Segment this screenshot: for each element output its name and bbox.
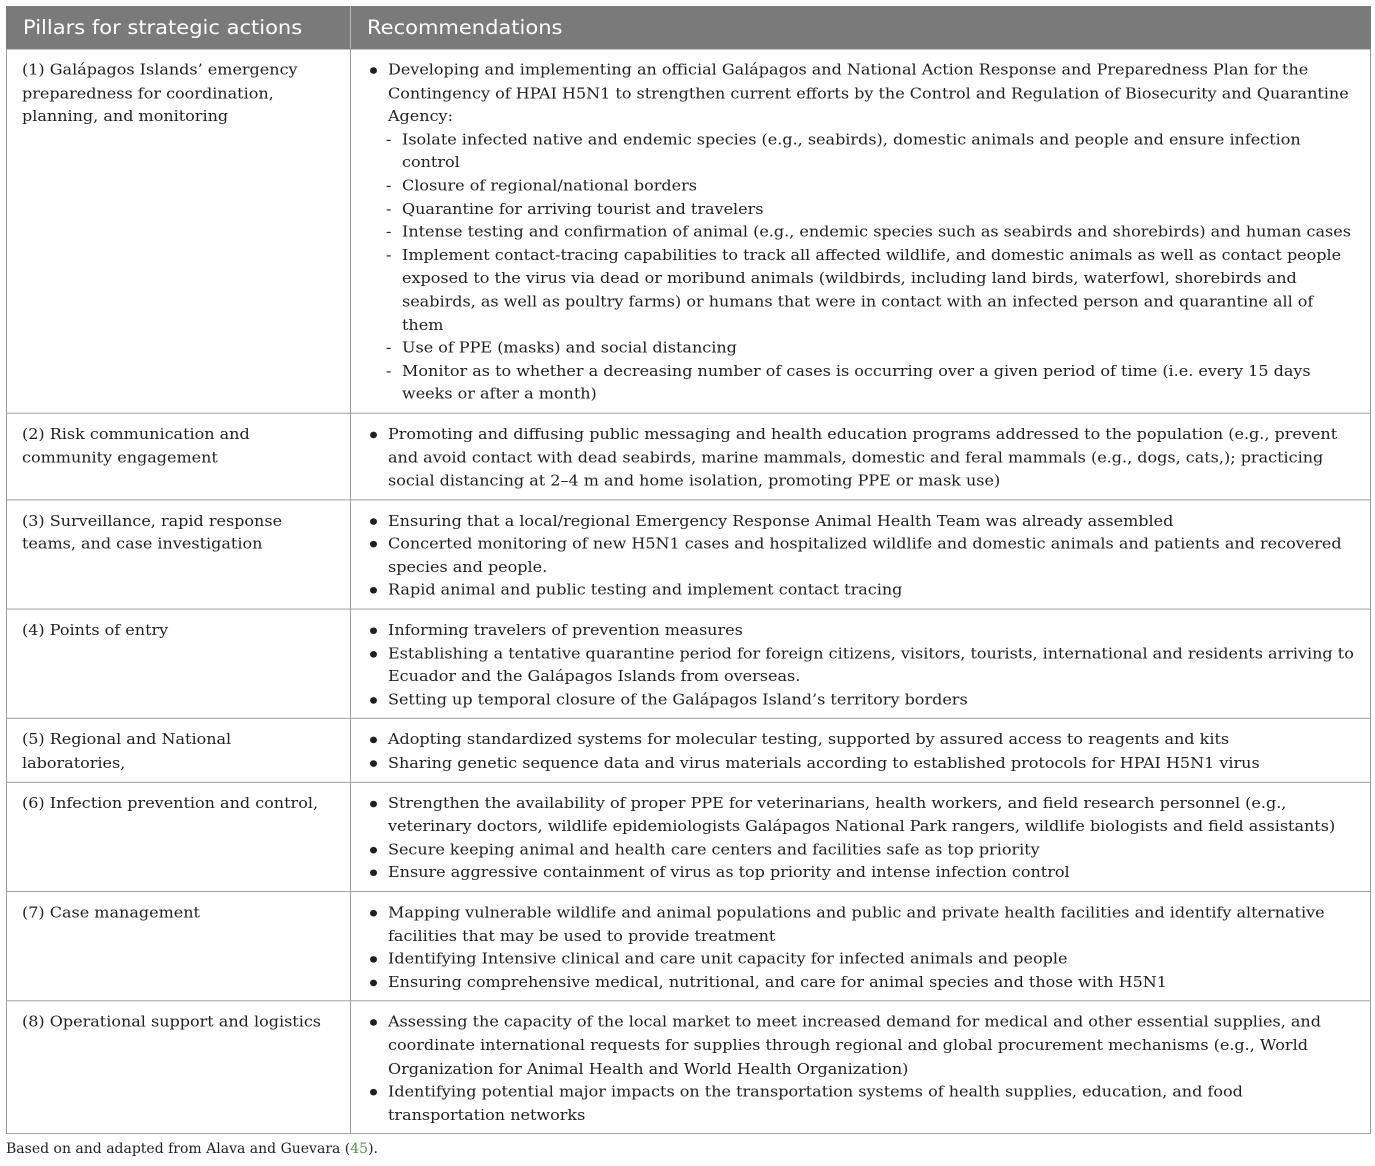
recommendation-list [367,59,1355,406]
table-row [7,892,1371,1002]
recommendation-item: Secure keeping animal and health care centers and facilities safe as top priority [367,838,1355,861]
recommendation-item: Strengthen the availability of proper PPE for veterinarians, health workers, and field research personnel (e.g., veterinary doctors, wildlife epidemiologists Galápagos National Park rangers, wildlife biologists and field assistants) [367,792,1355,838]
pillar-cell: (7) Case management [7,892,351,1002]
recommendations-cell [351,49,1371,413]
recommendation-list [367,1011,1355,1127]
header-recommendations: Recommendations [351,6,1371,48]
recommendation-item: Developing and implementing an official Galápagos and National Action Response and Preparedness Plan for the Contingency of HPAI H5N1 to strengthen current efforts by the Control and Regulation of Biosecurity and Quarantine Agency: [367,59,1355,128]
recommendation-item: Adopting standardized systems for molecular testing, supported by assured access to reagents and kits [367,729,1355,752]
table-row [7,609,1371,719]
sub-recommendation-item: - Closure of regional/national borders [367,175,1355,198]
sub-recommendation-item: - Monitor as to whether a decreasing number of cases is occurring over a given period of time (i.e. every 15 days weeks or after a month) [367,360,1355,406]
pillar-cell: (3) Surveillance, rapid response teams, and case investigation [7,500,351,610]
reference-link[interactable]: 45 [350,1141,369,1157]
table-row [7,500,1371,610]
recommendation-item: Ensuring comprehensive medical, nutritional, and care for animal species and those with H5N1 [367,971,1355,994]
table-row [7,1001,1371,1134]
header-row [7,6,1371,48]
recommendation-list [367,901,1355,994]
pillar-cell: (5) Regional and National laboratories, [7,719,351,782]
sub-recommendation-item: - Intense testing and confirmation of animal (e.g., endemic species such as seabirds and shorebirds) and human cases [367,221,1355,244]
pillar-cell: (2) Risk communication and community engagement [7,413,351,499]
pillar-cell: (6) Infection prevention and control, [7,782,351,892]
footnote-text: Based on and adapted from Alava and Guevara ( [6,1141,351,1157]
recommendation-item: Promoting and diffusing public messaging and health education programs addressed to the population (e.g., prevent and avoid contact with dead seabirds, marine mammals, domestic and feral mammals (e.g., dogs, cats,); practicing social distancing at 2–4 m and home isolation, promoting PPE or mask use) [367,423,1355,492]
recommendation-item: Ensuring that a local/regional Emergency Response Animal Health Team was already assembled [367,509,1355,532]
recommendations-cell [351,1001,1371,1134]
recommendation-item: Assessing the capacity of the local market to meet increased demand for medical and other essential supplies, and coordinate international requests for supplies through regional and global procurement mechanisms (e.g., World Organization for Animal Health and World Health Organization) [367,1011,1355,1080]
recommendations-cell [351,500,1371,610]
header-pillars: Pillars for strategic actions [7,6,351,48]
table-header [7,6,1371,48]
recommendations-cell [351,609,1371,719]
recommendations-cell [351,413,1371,499]
table-row [7,413,1371,499]
table-footnote [6,1141,378,1157]
sub-recommendation-item: - Isolate infected native and endemic species (e.g., seabirds), domestic animals and people and ensure infection control [367,128,1355,174]
recommendation-item: Identifying potential major impacts on the transportation systems of health supplies, education, and food transportation networks [367,1081,1355,1127]
recommendation-list [367,792,1355,885]
sub-recommendation-item: - Implement contact-tracing capabilities to track all affected wildlife, and domestic animals as well as contact people exposed to the virus via dead or moribund animals (wildbirds, including land birds, waterfowl, shorebirds and seabirds, as well as poultry farms) or humans that were in contact with an infected person and quarantine all of them [367,244,1355,337]
pillar-cell: (8) Operational support and logistics [7,1001,351,1134]
recommendation-item: Rapid animal and public testing and implement contact tracing [367,579,1355,602]
footnote-suffix: ). [368,1141,379,1157]
recommendation-item: Ensure aggressive containment of virus as top priority and intense infection control [367,861,1355,884]
recommendation-item: Informing travelers of prevention measures [367,619,1355,642]
sub-recommendation-item: - Quarantine for arriving tourist and travelers [367,198,1355,221]
recommendation-list [367,619,1355,712]
recommendation-list [367,509,1355,602]
recommendations-cell [351,892,1371,1002]
table-row [7,782,1371,892]
recommendation-item: Concerted monitoring of new H5N1 cases and hospitalized wildlife and domestic animals and patients and recovered species and people. [367,533,1355,579]
recommendation-item: Sharing genetic sequence data and virus materials according to established protocols for HPAI H5N1 virus [367,752,1355,775]
recommendation-list [367,729,1355,775]
recommendations-cell [351,719,1371,782]
table-row [7,719,1371,782]
recommendations-cell [351,782,1371,892]
pillar-cell: (4) Points of entry [7,609,351,719]
recommendation-item: Setting up temporal closure of the Galápagos Island’s territory borders [367,689,1355,712]
recommendations-table-container [6,6,1370,1134]
sub-recommendation-item: - Use of PPE (masks) and social distancing [367,337,1355,360]
pillar-cell: (1) Galápagos Islands’ emergency preparedness for coordination, planning, and monitoring [7,49,351,413]
recommendation-item: Identifying Intensive clinical and care unit capacity for infected animals and people [367,948,1355,971]
table-body [7,49,1371,1134]
table-row [7,49,1371,413]
recommendations-table [6,6,1371,1134]
recommendation-item: Establishing a tentative quarantine period for foreign citizens, visitors, tourists, international and residents arriving to Ecuador and the Galápagos Islands from overseas. [367,642,1355,688]
recommendation-list [367,423,1355,492]
recommendation-item: Mapping vulnerable wildlife and animal populations and public and private health facilities and identify alternative facilities that may be used to provide treatment [367,901,1355,947]
